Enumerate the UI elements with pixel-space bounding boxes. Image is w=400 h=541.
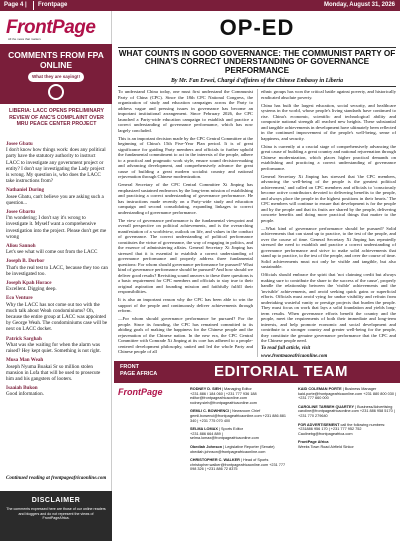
editorial-logo: FrontPage [118,387,163,397]
logo-area [0,11,112,43]
staff-name: CAROLINE TARBEH QUARTEY [298,404,355,409]
paragraph: It is also an important reason why the CPC has been able to win the support of the people and continuously deliver achievements through reform. [118,297,253,313]
staff-contact: christopher.walker@frontpageafricaonline.com +231 777 098 326 | +231 886 72 8375 [190,462,286,472]
topbar-brand: Frontpage [38,2,68,8]
staff-contact: caroline@frontpageafricaonline.com +231 886 958 5170 | +231 770 279640 [298,409,395,418]
op-ed-article [114,11,400,541]
comment-item [6,209,108,240]
comment-text: Why the LACC has not come out too with the much talk about Weah condominiums? Oh, because the entire group at LACC was appointed by George Weah. The condominiums case will be next on LACC docket. [6,301,108,333]
comment-item [6,141,108,184]
comment-text: Good information. [6,391,44,398]
comment-item [6,187,108,206]
comment-text: What was she waiting for when the alarm was raised? Hey kept quiet. Something is not right. [6,341,101,355]
paragraph: China is currently at a crucial stage of comprehensively advancing the great cause of building a great country and national rejuvenation through Chinese modernization, which places higher practical demands on establishing and practicing a correct understanding of governance performance. [261,143,396,171]
gear-icon [48,84,64,100]
staff-role: | Managing Editor [222,387,252,391]
staff-role: | Legislative Reporter (Senate) [223,444,275,449]
staff-entry [190,445,292,454]
paragraph: China has built the largest education, social security, and healthcare systems in the world, whose people's living standards have continued to rise. China's economic, scientific and technological ability and composite national strength all reached new heights. These substantial and tangible achievements in development have ultimately been reflected in the continued improvement of the people's well-being, sense of happiness, and security. [261,102,396,141]
comments-banner [0,44,112,104]
comment-author: Joseph Kpah Horace [6,280,52,287]
editorial-team-banner [114,361,400,383]
comment-author: Musa Man Weah [6,357,44,364]
staff-contact: gemli.bowenci@frontpageafricaonline.com +231 886 881 340 | +231 775 070 400 [190,413,286,423]
headline-rule-bottom [118,86,396,87]
staff-entry [190,458,292,472]
article-column-1 [118,89,253,357]
comments-sidebar [0,11,112,541]
comment-text: Josee Gbatu, can't believe you are asking such a question... [6,193,104,206]
comments-title: COMMENTS FROM FPA ONLINE [8,50,104,70]
staff-entry [190,387,292,405]
topbar-divider [33,1,34,10]
disclaimer-text: The comments expressed here are those of our online readers and bloggers and do not represent the views of FrontPageAfrica. [6,507,106,521]
staff-contact: kaid.porte@frontpageafricaonline.com +231 880 800 030 | +231 777 660 000 [298,391,397,401]
staff-role: | Newsroom Chief [230,409,261,414]
disclaimer-box [0,491,112,541]
comment-item [6,385,108,397]
frontpage-logo: FrontPage [6,17,96,38]
staff-entry [190,427,292,441]
paragraph: ethnic groups has won the critical battle against poverty, and historically eradicated absolute poverty. [261,89,396,100]
comment-author: Josee Gbatu [6,141,33,147]
staff-role: call the following numbers: [340,422,386,427]
staff-contact: +231886 956 170 | +231 777 952 752 Caolinebg@frontpageafrica.com [298,427,362,436]
staff-entry [298,405,398,419]
disclaimer-title: DISCLAIMER [31,497,81,504]
comment-item [6,295,108,332]
staff-name: FOR ADVERTISEMENT [298,422,340,427]
staff-role: | Business/Advertising [355,404,393,409]
staff-role: | Sports Editor [218,427,243,432]
editorial-brand-line2: PAGE AFRICA [120,370,158,377]
staff-name: Obediah Johnson [190,444,223,449]
article-byline: By Mr. Fan Erwei, Chargé d'affaires of the Chinese Embassy in Liberia [170,78,344,84]
comment-author: Eco Venture [6,295,33,302]
paragraph: To understand China today, one must first understand the Communist Party of China (CPC). Since the 18th CPC National Congress, the organization of study and education campaigns across the Party to address vague and pressing issues in governance has become an important institutional arrangement. Since February 2026, the CPC launched a Party-wide education campaign to establish and practice a correct understanding of governance performance, which has now largely concluded. [118,89,253,133]
staff-contact: +231 886 / 184 060 | +231 777 936 188 editor@frontpageafricaonline.com rodney.sieh@frontpageafricaonline.com [190,391,257,405]
paragraph: The view of governance performance is the fundamental viewpoint and overall perspective on political achievements, and is the overarching manifestation of a worldview, outlook on life, and values in the conduct of governance. The correct understanding of political performance constitutes the virtue of governance, the way of engaging in politics, and the essence of administering affairs. General Secretary Xi Jinping has stressed that it is essential to establish a correct understanding of governance performance and properly address three fundamental questions: For whom should governance performance be pursued? What kind of governance performance should be pursued? And how should we deliver good results? Revisiting sound answers to these three questions is a basic requirement for CPC members and officials to stay true to their original aspiration and founding mission and faithfully fulfill their responsibilities. [118,217,253,294]
section-title: OP-ED [219,15,295,40]
staff-role: | Head of Sports [241,458,269,463]
staff-entry [298,423,398,437]
staff-list-right [298,387,398,454]
article-columns [118,89,398,357]
office-address [298,440,398,449]
staff-name: SELMA LOMAX [190,427,218,432]
staff-name: KAID COLEMAN PORTE [298,387,342,391]
editorial-brand [120,364,157,377]
continue-reading-link[interactable]: Continued reading at frontpageafricaonline.com [6,476,107,481]
comment-item [6,357,108,382]
staff-role: | Business Manager [342,387,377,391]
read-more-label: To read full article, visit [261,346,311,351]
comments-pill: What they are saying!! [28,72,84,82]
paragraph: This is an important decision made by the CPC Central Committee at the beginning of China's 15th Five-Year Plan period. It is of great significance for guiding Party members and officials to further uphold the fundamental commitment to act in the interests of the people, adhere to a practical and pragmatic work style, ensure sound decision-making and advancing development, and comprehensively advance the great cause of building a great modern socialist country and national rejuvenation through Chinese modernization. [118,135,253,179]
staff-contact: obediah.johnson@frontpageafricaonline.com [190,449,266,454]
page-number: Page 4 | [4,2,27,8]
comment-author: Aliou Sannoh [6,243,36,250]
comment-item [6,336,108,355]
editorial-team-title: EDITORIAL TEAM [214,363,348,380]
top-bar [0,0,400,11]
staff-contact: +231 886 664 889 | selma.lomax@frontpageafricaonline.com [190,431,259,441]
staff-name: RODNEY D. SIEH [190,387,221,391]
staff-entry [298,387,398,401]
comment-author: Joseph B. Dorbor [6,258,45,265]
article-headline: WHAT COUNTS IN GOOD GOVERNANCE: THE COMMUNIST PARTY OF CHINA'S CORRECT UNDERSTANDING OF GOVERNANCE PERFORMANCE [118,49,396,75]
paragraph: —What kind of governance performance should be pursued? Solid achievements that can stand up to practice, to the test of the people, and over the course of time. General Secretary Xi Jinping has repeatedly stressed the need to establish and practice a correct understanding of governance performance and strive to make solid achievements that stand up to practice, to the test of the people, and over the course of time. Solid achievements must not only be visible and tangible, but also sustainable. [261,225,396,269]
comment-item [6,243,108,255]
staff-name: GEMLI C. BOWHENCI [190,409,230,414]
paragraph: —For whom should governance performance be pursued? For the people. Since its founding, the CPC has remained committed to its abiding goals of making the happiness for the Chinese people and the rejuvenation of the Chinese nation. In the new era, the CPC Central Committee with Comrade Xi Jinping at its core has adhered to a people-centered development philosophy, united and led the whole Party and Chinese people of all [118,316,253,354]
comment-item [6,280,108,292]
comment-author: Isaaiah Bukon [6,385,38,392]
comment-author: Josee Gbartu [6,209,36,216]
staff-entry [190,409,292,423]
comment-text: I'm wondering; I don't say it's wrong to investigate it. Myself want a comprehensive investigation into the project. Please don't get me wrong [6,215,107,240]
comment-item [6,258,108,277]
article-column-2 [261,89,396,357]
comment-text: Excellent. Digging deep. [6,286,57,293]
headline-rule-top [118,47,396,48]
column-divider [257,89,258,357]
comments-list [6,138,108,398]
comment-text: That's the real test to LACC, because they too can be investigated too. [6,264,108,277]
paragraph: General Secretary of the CPC Central Committee Xi Jinping has emphasized sustained endeavors by the long-term mission of establishing and practicing a correct understanding of governance performance. He has instructions made recently on a Party-wide study and education campaign and second consolidating, expanding linkages to correct understanding of governance performance. [118,182,253,215]
website-link[interactable]: www.frontpageafricaonline.com [261,354,328,357]
comment-text: I don't know how things work: does any political party have the statutory authority to instruct LACC to investigate any government project or entity? I don't say investigating the Lady project is wrong. My question is, who does the LACC take instructions from? [6,147,106,185]
comment-text: Joseph Nyuma Boakai Sr so million stolen mansion in Lofa that will be used to prosecute him and his gangsters of looters. [6,363,101,382]
logo-tagline: All the news that matters [8,37,41,41]
staff-name: CHRISTOPHER C. WALKER [190,458,240,463]
paragraph: General Secretary Xi Jinping has stressed that 'the CPC members, advancing the well-being of the people is the greatest political achievement,' and called on CPC members and officials to 'consciously become active contributors devoted to delivering benefits to the people, and always place the people in the highest positions in their hearts.' The CPC members will continue to ensure that development is for the people and by the people and that its fruits are shared by the people, delivering concrete benefits and doing more practical things that matter to the people. [261,173,396,223]
comment-author: Nathaniel During [6,187,45,194]
office-name: FrontPage Africa [298,440,329,445]
staff-list-center [190,387,292,476]
paragraph: Officials should embrace the spirit that 'not claiming credit but always making sure to contribute the share to the success of the cause', properly handle the relationship between the 'visible' achievements and the 'invisible' achievements, and avoid seeking quick gains or superficial efforts. Officials must avoid vying for undue visibility and refrain from undertaking wasteful vanity or prestige projects that burden the people. They must focus on work that lays a solid foundation and yields long-term results. When governance efforts benefit the country and the people, meet the requirements of both their immediate and long-term interests, and help promote economic and social development and contribute to a stronger country and greater well-being for the people, they constitute the genuine governance performance that the CPC and the Chinese people need. [261,272,396,343]
comment-text: Let's see what will come out from the LACC [6,249,98,256]
editorial-brand-line1: FRONT [120,364,139,370]
issue-date: Monday, August 31, 2026 [323,2,395,8]
comments-headline: LIBERIA: LACC OPENS PRELIMINARY REVIEW OF ANC'S COMPLAINT OVER MRU PEACE CENTER PROJECT [9,108,104,127]
comment-author: Patrick Sarghah [6,335,42,342]
office-location: Weeks Town Road Airfield Sinkor [298,444,354,449]
